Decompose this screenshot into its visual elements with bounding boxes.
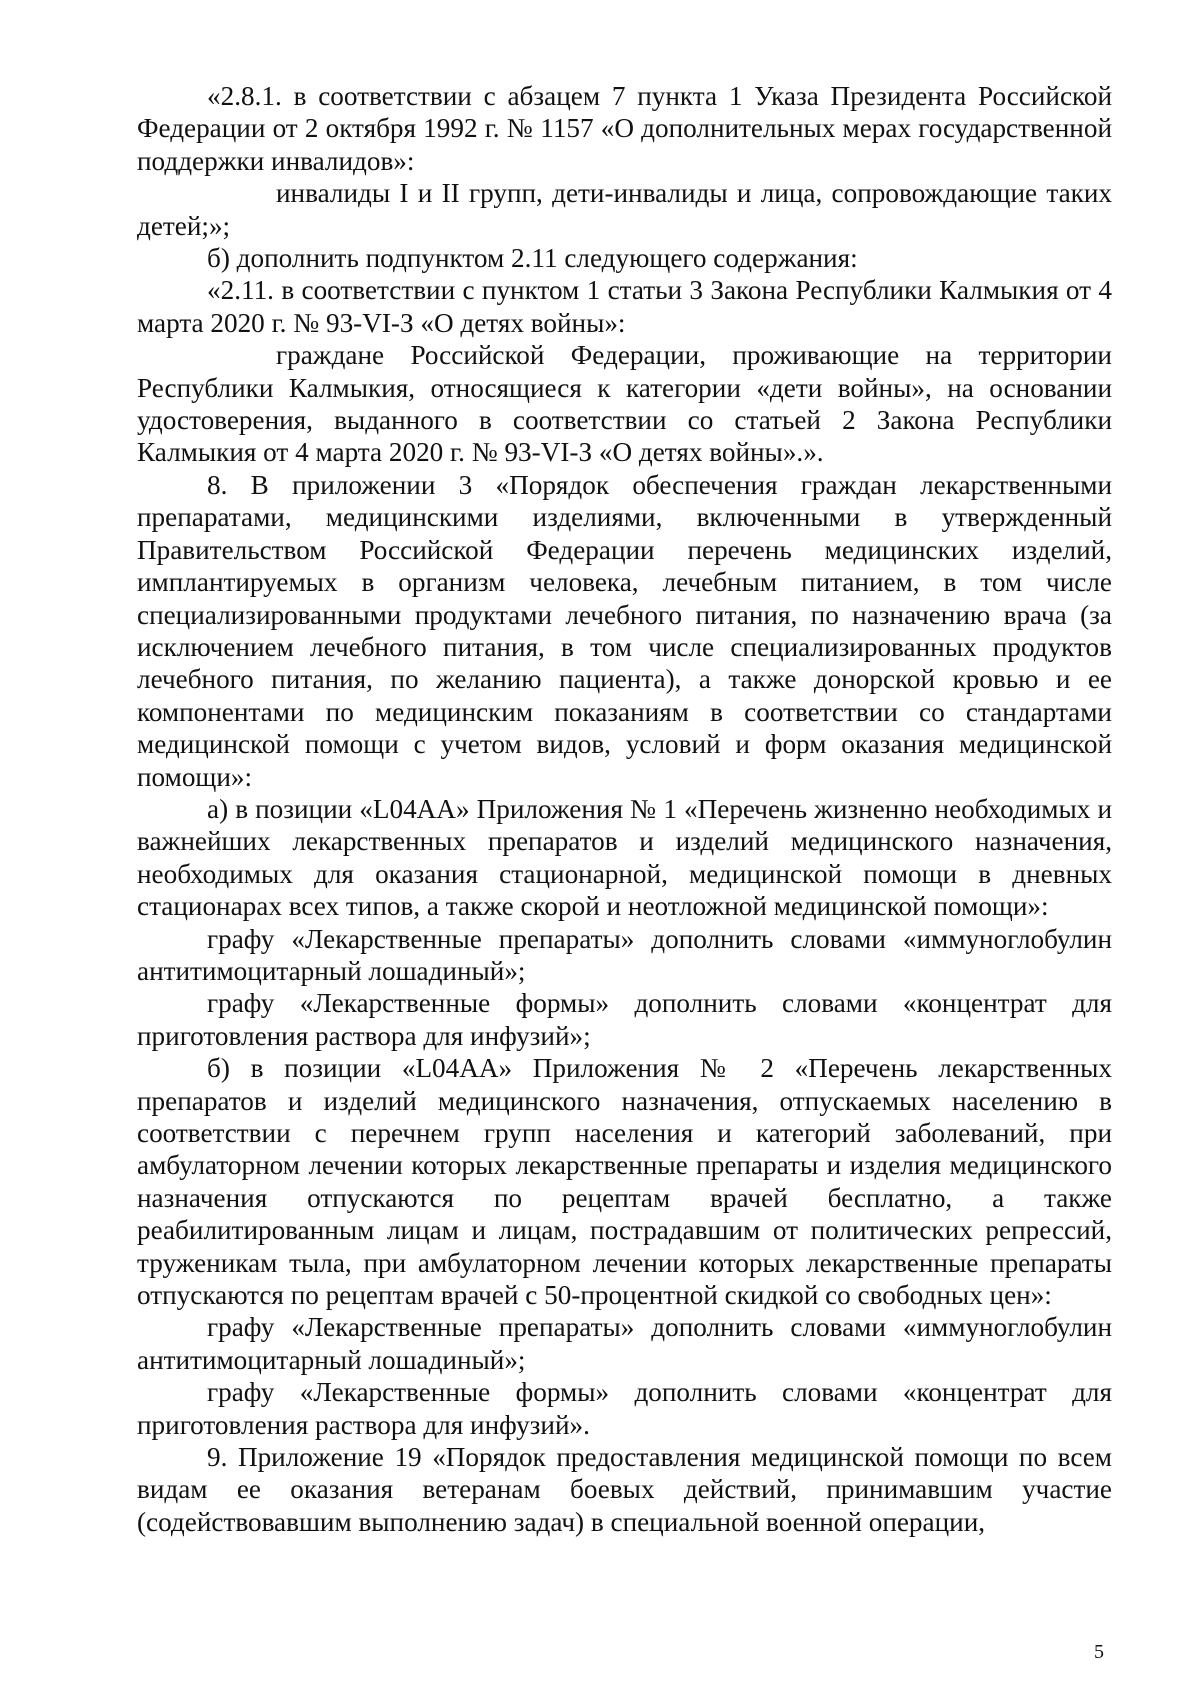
paragraph-2-8-1: «2.8.1. в соответствии с абзацем 7 пункта 1 Указа Президента Российской Федерации от 2 октября 1992 г. № 1157 «О дополнительных мерах государственной поддержки инвалидов»: [137, 81, 1112, 176]
paragraph-children-of-war: граждане Российской Федерации, проживающие на территории Республики Калмыкия, относящиеся к категории «дети войны», на основании удостоверения, выданного в соответствии со статьей 2 Закона Республики Калмыкия от 4 марта 2020 г. № 93-VI-З «О детях войны».». [137, 340, 1112, 468]
paragraph-8a-drugs: графу «Лекарственные препараты» дополнить словами «иммуноглобулин антитимоцитарный лошадиный»; [137, 923, 1112, 986]
paragraph-2-11: «2.11. в соответствии с пунктом 1 статьи 3 Закона Республики Калмыкия от 4 марта 2020 г. № 93-VI-З «О детях войны»: [137, 275, 1112, 338]
document-body [137, 80, 1112, 1538]
paragraph-add-subclause: б) дополнить подпунктом 2.11 следующего содержания: [207, 243, 858, 274]
paragraph-8: 8. В приложении 3 «Порядок обеспечения граждан лекарственными препаратами, медицинскими изделиями, включенными в утвержденный Правительством Российской Федерации перечень медицинских изделий, имплантируемых в организм человека, лечебным питанием, в том числе специализированными продуктами лечебного питания, по назначению врача (за исключением лечебного питания, в том числе специализированных продуктов лечебного питания, по желанию пациента), а также донорской кровью и ее компонентами по медицинским показаниям в соответствии со стандартами медицинской помощи с учетом видов, условий и форм оказания медицинской помощи»: [137, 469, 1112, 792]
page-number: 5 [1094, 1641, 1104, 1663]
paragraph-8a: а) в позиции «L04AA» Приложения № 1 «Перечень жизненно необходимых и важнейших лекарственных препаратов и изделий медицинского назначения, необходимых для оказания стационарной, медицинской помощи в дневных стационарах всех типов, а также скорой и неотложной медицинской помощи»: [137, 793, 1112, 922]
paragraph-9: 9. Приложение 19 «Порядок предоставления медицинской помощи по всем видам ее оказания ветеранам боевых действий, принимавшим участие (содействовавшим выполнению задач) в специальной военной операции, [137, 1442, 1112, 1537]
paragraph-8b: б) в позиции «L04AA» Приложения № 2 «Перечень лекарственных препаратов и изделий медицинского назначения, отпускаемых населению в соответствии с перечнем групп населения и категорий заболеваний, при амбулаторном лечении которых лекарственные препараты и изделия медицинского назначения отпускаются по рецептам врачей бесплатно, а также реабилитированным лицам и лицам, пострадавшим от политических репрессий, труженикам тыла, при амбулаторном лечении которых лекарственные препараты отпускаются по рецептам врачей с 50-процентной скидкой со свободных цен»: [137, 1053, 1112, 1311]
paragraph-8b-forms: графу «Лекарственные формы» дополнить словами «концентрат для приготовления раствора для инфузий». [137, 1377, 1112, 1440]
paragraph-8a-forms: графу «Лекарственные формы» дополнить словами «концентрат для приготовления раствора для инфузий»; [137, 988, 1112, 1051]
paragraph-8b-drugs: графу «Лекарственные препараты» дополнить словами «иммуноглобулин антитимоцитарный лошадиный»; [137, 1312, 1112, 1375]
paragraph-disabled-groups: инвалиды I и II групп, дети-инвалиды и лица, сопровождающие таких детей;»; [137, 178, 1112, 241]
